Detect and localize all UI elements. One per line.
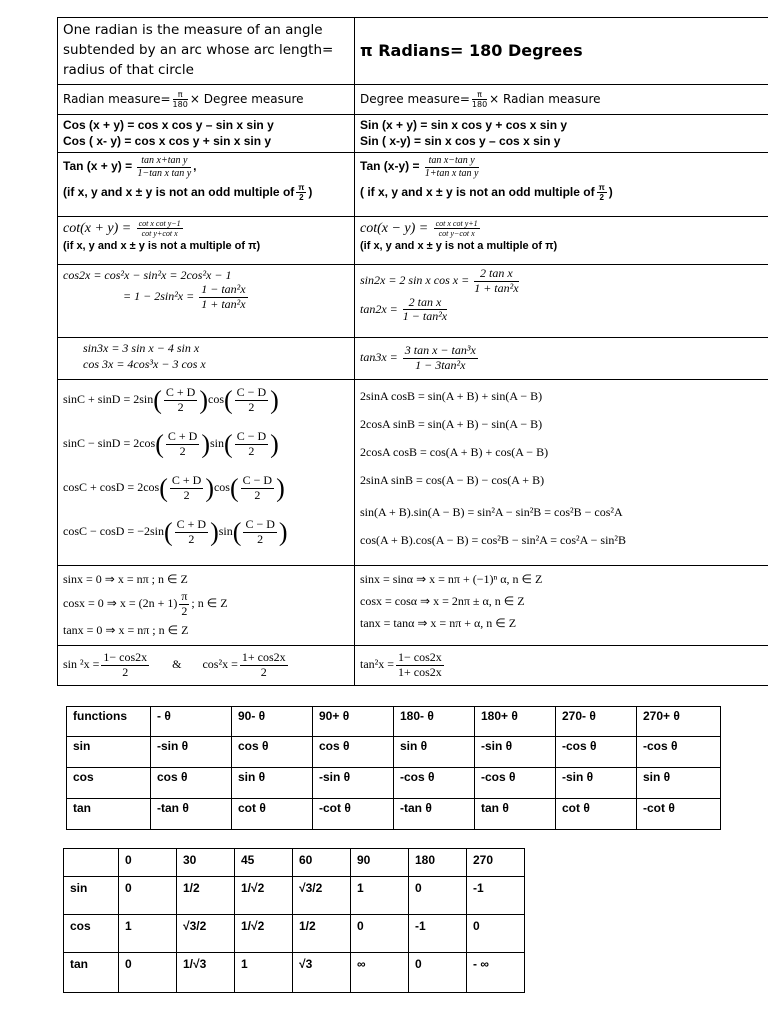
frac-den: 2	[248, 399, 255, 414]
allied-row-cos	[67, 768, 721, 799]
table-cell: 1/√3	[177, 953, 235, 993]
frac-num: cot x cot y−1	[138, 219, 181, 228]
cmd-over-2	[235, 430, 268, 459]
cot-plus-condition: (if x, y and x ± y is not a multiple of π)	[63, 240, 261, 253]
header-cell: - θ	[151, 707, 232, 737]
sum-prod-fn: cos	[213, 480, 230, 495]
table-cell: -tan θ	[151, 799, 232, 830]
formula-table	[57, 17, 768, 686]
values-row-cos	[64, 915, 525, 953]
pi-over-180	[173, 90, 188, 109]
pi-over-2	[296, 183, 306, 202]
header-cell: 90	[351, 849, 409, 877]
cos3x-formula: cos 3x = 4cos³x − 3 cos x	[83, 357, 206, 371]
frac-den: 2	[257, 531, 264, 546]
sinx-zero: sinx = 0 ⇒ x = nπ ; n ∈ Z	[63, 572, 188, 586]
tanx-zero: tanx = 0 ⇒ x = nπ ; n ∈ Z	[63, 622, 189, 637]
sin2x-tan2x-cell	[355, 265, 768, 338]
header-cell: 60	[293, 849, 351, 877]
frac-den: 2	[299, 193, 304, 203]
cos2x-line2: = 1 − 2sin²x =	[123, 289, 195, 304]
cos-square-lhs: cos²x =	[202, 657, 238, 672]
frac-num: π	[173, 90, 188, 100]
tan3x-cell	[355, 338, 768, 380]
sin-plus-formula: Sin (x + y) = sin x cos y + cos x sin y	[360, 118, 568, 132]
triple-angle-cell	[58, 338, 355, 380]
row-label: cos	[64, 915, 119, 953]
frac-num: π	[298, 183, 305, 192]
tan-plus-condition: (if x, y and x ± y is not an odd multiple of	[63, 184, 295, 199]
allied-row-tan	[67, 799, 721, 830]
row-label: tan	[67, 799, 151, 830]
frac-den: 180	[172, 100, 188, 109]
frac-den: 2	[248, 443, 255, 458]
frac-num: C − D	[242, 473, 273, 487]
table-cell: - ∞	[467, 953, 525, 993]
table-cell: 0	[119, 953, 177, 993]
sin3x-formula: sin3x = 3 sin x − 4 sin x	[83, 341, 200, 355]
table-cell: cos θ	[151, 768, 232, 799]
cos2x-fraction	[199, 283, 247, 312]
values-header-row	[64, 849, 525, 877]
allied-row-sin	[67, 737, 721, 768]
cos-sum-cell	[58, 115, 355, 153]
frac-num: C + D	[171, 473, 202, 487]
header-cell: functions	[67, 707, 151, 737]
sin2x-lhs: sin2x = 2 sin x cos x =	[360, 273, 470, 288]
row-label: tan	[64, 953, 119, 993]
table-cell: 0	[351, 915, 409, 953]
degree-measure-label: Degree measure=	[360, 92, 470, 106]
frac-den: 2	[177, 399, 184, 414]
frac-num: 2 tan x	[403, 296, 447, 311]
square-formulas-cell	[58, 646, 355, 686]
prod-sum-line2: 2cosA sinB = sin(A + B) − sin(A − B)	[360, 417, 543, 431]
table-cell: -cot θ	[637, 799, 721, 830]
cot-minus-cell	[355, 217, 768, 265]
sin2x-fraction	[474, 267, 518, 296]
frac-den: 1 − 3tan²x	[415, 358, 466, 372]
tan-plus-lhs: Tan (x + y) =	[63, 159, 133, 174]
frac-num: C − D	[245, 517, 275, 531]
frac-den: 2	[122, 665, 129, 679]
degree-measure-suffix: × Radian measure	[489, 92, 601, 106]
frac-num: 1 − tan²x	[201, 282, 246, 296]
table-cell: -cos θ	[556, 737, 637, 768]
table-cell: 1/2	[293, 915, 351, 953]
frac-den: 180	[471, 100, 488, 109]
tan3x-lhs: tan3x =	[360, 350, 398, 365]
header-cell: 90- θ	[232, 707, 313, 737]
tan-square-fraction	[396, 651, 444, 680]
row-label: cos	[67, 768, 151, 799]
allied-header-row	[67, 707, 721, 737]
table-cell: 1/2	[177, 877, 235, 915]
formula-sheet	[57, 17, 768, 686]
sum-prod-fn: sin	[210, 436, 225, 451]
table-cell: 1/√2	[235, 915, 293, 953]
tan3x-fraction	[403, 344, 478, 373]
table-cell: sin θ	[232, 768, 313, 799]
cmd-over-2	[243, 518, 276, 547]
standard-values-table	[63, 848, 525, 993]
tan-plus-cell: Tan (x + y) = $\frac{\text{tan x+tan y}}{\text{1−tan x tan y}}$ , (if x, y and x ± y is not an odd multiple of $\frac{\pi}{2}$ )	[58, 153, 355, 217]
header-cell: 180	[409, 849, 467, 877]
tan-minus-condition: ( if x, y and x ± y is not an odd multiple of	[360, 184, 595, 199]
frac-den: 1+ cos2x	[398, 665, 442, 679]
table-cell: cot θ	[556, 799, 637, 830]
header-cell: 0	[119, 849, 177, 877]
header-cell: 180+ θ	[475, 707, 556, 737]
row-label: sin	[67, 737, 151, 768]
sum-prod-fn: cos	[208, 392, 224, 407]
tan2x-fraction	[403, 296, 447, 325]
degree-measure-cell	[355, 85, 768, 115]
frac-den: 1 + tan²x	[474, 280, 519, 295]
pi-over-180	[472, 90, 487, 109]
sin-minus-formula: Sin ( x-y) = sin x cos y – cos x sin y	[360, 134, 561, 148]
cos-minus-formula: Cos ( x- y) = cos x cos y + sin x sin y	[63, 134, 272, 148]
frac-num: C + D	[165, 385, 196, 399]
radian-measure-cell	[58, 85, 355, 115]
frac-den: cot y−cot x	[438, 229, 475, 239]
frac-num: cot x cot y+1	[435, 219, 478, 228]
table-cell: cot θ	[232, 799, 313, 830]
frac-num: C + D	[167, 429, 198, 443]
tan-square-cell	[355, 646, 768, 686]
values-row-sin	[64, 877, 525, 915]
frac-num: 1− cos2x	[398, 650, 442, 665]
cot-plus-cell	[58, 217, 355, 265]
row-label: sin	[64, 877, 119, 915]
general-solutions-cell	[355, 566, 768, 646]
sum-prod-line2: sinC − sinD = 2cos	[63, 436, 156, 451]
table-cell: -cos θ	[637, 737, 721, 768]
tan2x-lhs: tan2x =	[360, 301, 398, 316]
prod-sum-line5: sin(A + B).sin(A − B) = sin²A − sin²B = cos²B − cos²A	[360, 505, 623, 519]
frac-num: C − D	[236, 385, 267, 399]
table-cell: -sin θ	[151, 737, 232, 768]
table-cell: √3/2	[293, 877, 351, 915]
frac-den: 2	[179, 443, 186, 458]
tan-minus-cell: Tan (x-y) = $\frac{\text{tan x−tan y}}{\text{1+tan x tan y}}$ ( if x, y and x ± y is not an odd multiple of $\frac{\pi}{2}$ )	[355, 153, 768, 217]
table-cell: √3/2	[177, 915, 235, 953]
values-row-tan	[64, 953, 525, 993]
frac-den: 2	[254, 487, 261, 502]
product-to-sum-cell	[355, 380, 768, 566]
table-cell: -sin θ	[475, 737, 556, 768]
frac-num: 1+ cos2x	[241, 650, 286, 665]
tanx-general: tanx = tanα ⇒ x = nπ + α, n ∈ Z	[360, 616, 517, 630]
cos-plus-formula: Cos (x + y) = cos x cos y – sin x sin y	[63, 118, 274, 132]
prod-sum-line4: 2sinA sinB = cos(A − B) − cos(A + B)	[360, 473, 545, 487]
header-cell: 270- θ	[556, 707, 637, 737]
cos2x-line1: cos2x = cos²x − sin²x = 2cos²x − 1	[63, 268, 232, 282]
frac-den: cot y+cot x	[141, 229, 178, 239]
table-cell: 1	[235, 953, 293, 993]
frac-num: π	[598, 183, 605, 192]
cot-minus-fraction	[434, 219, 480, 238]
cot-plus-lhs: cot(x + y) =	[63, 220, 132, 236]
ampersand: &	[172, 657, 182, 672]
cosx-general: cosx = cosα ⇒ x = 2nπ ± α, n ∈ Z	[360, 594, 525, 608]
cot-minus-lhs: cot(x − y) =	[360, 220, 429, 236]
sum-prod-line3: cosC + cosD = 2cos	[63, 480, 160, 495]
pi-over-2	[597, 183, 607, 202]
header-cell: 30	[177, 849, 235, 877]
zero-solutions-cell	[58, 566, 355, 646]
radian-measure-suffix: × Degree measure	[189, 92, 304, 106]
header-cell: 270+ θ	[637, 707, 721, 737]
table-cell: -cos θ	[475, 768, 556, 799]
table-cell: ∞	[351, 953, 409, 993]
table-cell: sin θ	[637, 768, 721, 799]
pi-title	[355, 18, 768, 85]
table-cell: sin θ	[394, 737, 475, 768]
sum-prod-fn: sin	[218, 524, 233, 539]
frac-num: C + D	[176, 517, 207, 531]
table-cell: 0	[409, 877, 467, 915]
frac-den: 2	[260, 665, 267, 679]
pi-over-2	[179, 590, 189, 619]
frac-num: 3 tan x − tan³x	[404, 343, 476, 358]
table-cell: -sin θ	[556, 768, 637, 799]
tan-minus-fraction	[425, 155, 479, 179]
prod-sum-line1: 2sinA cosB = sin(A + B) + sin(A − B)	[360, 389, 543, 403]
frac-den: 1+tan x tan y	[424, 167, 479, 179]
pi-title-text: π Radians= 180 Degrees	[360, 41, 583, 60]
cpd-over-2	[164, 386, 197, 415]
table-cell: -tan θ	[394, 799, 475, 830]
header-cell: 45	[235, 849, 293, 877]
frac-num: 2 tan x	[474, 267, 518, 282]
cosx-zero-suffix: ; n ∈ Z	[191, 596, 228, 611]
table-cell: cos θ	[232, 737, 313, 768]
table-cell: 1	[351, 877, 409, 915]
frac-num: π	[181, 589, 188, 603]
cos2x-cell	[58, 265, 355, 338]
table-cell: 0	[409, 953, 467, 993]
cot-minus-condition: (if x, y and x ± y is not a multiple of π)	[360, 240, 558, 253]
prod-sum-line6: cos(A + B).cos(A − B) = cos²B − sin²A = cos²A − sin²B	[360, 533, 627, 547]
table-cell: -cos θ	[394, 768, 475, 799]
cot-plus-fraction	[137, 219, 183, 238]
frac-den: 2	[599, 193, 604, 203]
sin-square-lhs: sin ²x =	[63, 657, 100, 672]
frac-num: π	[472, 90, 487, 100]
header-cell: 270	[467, 849, 525, 877]
table-cell: √3	[293, 953, 351, 993]
frac-den: 2	[183, 487, 190, 502]
frac-num: 1− cos2x	[103, 650, 148, 665]
allied-angles-table	[66, 706, 721, 830]
table-cell: 1/√2	[235, 877, 293, 915]
frac-num: C − D	[236, 429, 267, 443]
table-cell: 1	[119, 915, 177, 953]
table-cell: -sin θ	[313, 768, 394, 799]
sin-square-fraction	[101, 651, 149, 680]
prod-sum-line3: 2cosA cosB = cos(A + B) + cos(A − B)	[360, 445, 549, 459]
frac-num: tan x+tan y	[137, 155, 191, 168]
sum-prod-line4: cosC − cosD = −2sin	[63, 524, 164, 539]
cosx-zero: cosx = 0 ⇒ x = (2n + 1)	[63, 596, 178, 611]
radian-definition: One radian is the measure of an angle subtended by an arc whose arc length= radius of that circle	[58, 18, 355, 85]
cos-square-fraction	[240, 651, 288, 680]
table-cell: 0	[119, 877, 177, 915]
tan-square-lhs: tan²x =	[360, 657, 395, 672]
frac-den: 1−tan x tan y	[137, 167, 192, 179]
cmd-over-2	[241, 474, 274, 503]
sin-sum-cell	[355, 115, 768, 153]
frac-den: 1 − tan²x	[402, 309, 448, 324]
frac-den: 2	[188, 531, 195, 546]
sum-to-product-cell: sinC + sinD = 2sin( $\frac{C + D}{2}$ )cos( $\frac{C - D}{2}$ ) sinC − sinD = 2cos( $\frac{C + D}{2}$ )sin( $\frac{C - D}{2}$ ) cosC + cosD = 2cos( $\frac{C + D}{2}$ )cos( $\frac{C - D}{2}$ ) cosC − cosD = −2sin( $\frac{C + D}{2}$ )sin( $\frac{C - D}{2}$ )	[58, 380, 355, 566]
table-cell: -cot θ	[313, 799, 394, 830]
sum-prod-line1: sinC + sinD = 2sin	[63, 392, 154, 407]
table-cell: cos θ	[313, 737, 394, 768]
radian-measure-label: Radian measure=	[63, 92, 171, 106]
header-cell: 180- θ	[394, 707, 475, 737]
table-cell: 0	[467, 915, 525, 953]
table-cell: tan θ	[475, 799, 556, 830]
frac-den: 2	[181, 603, 188, 618]
cmd-over-2	[235, 386, 268, 415]
table-cell: -1	[409, 915, 467, 953]
table-cell: -1	[467, 877, 525, 915]
tan-minus-lhs: Tan (x-y) =	[360, 159, 420, 174]
header-cell	[64, 849, 119, 877]
frac-den: 1 + tan²x	[201, 296, 246, 311]
cpd-over-2	[166, 430, 199, 459]
header-cell: 90+ θ	[313, 707, 394, 737]
frac-num: tan x−tan y	[425, 155, 479, 168]
tan-plus-fraction	[137, 155, 191, 179]
cpd-over-2	[170, 474, 203, 503]
cpd-over-2	[175, 518, 208, 547]
sinx-general: sinx = sinα ⇒ x = nπ + (−1)ⁿ α, n ∈ Z	[360, 572, 543, 586]
